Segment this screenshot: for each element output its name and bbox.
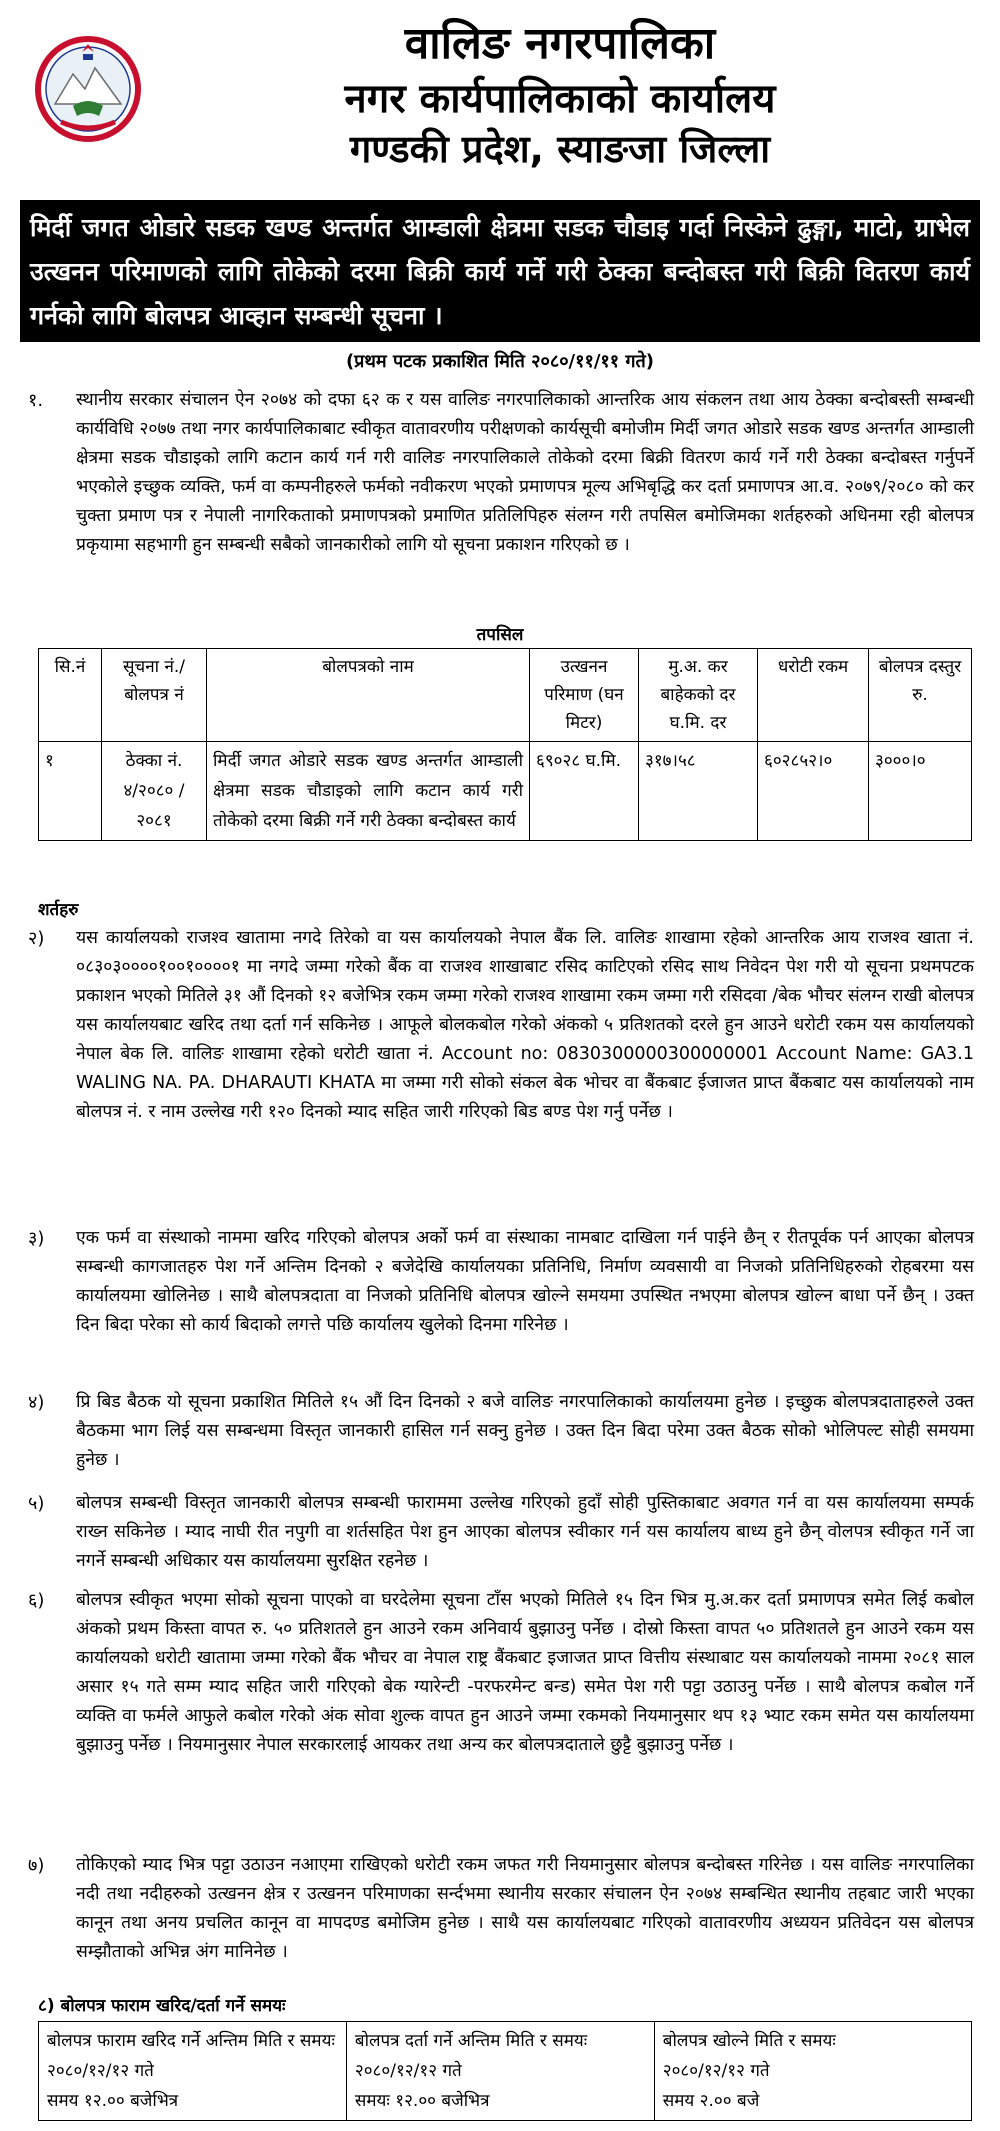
clause-number-7: ७): [28, 1855, 45, 1876]
table-cell: ६०२८५२।०: [758, 742, 869, 841]
clause-3-text: एक फर्म वा संस्थाको नाममा खरिद गरिएको बोलपत्र अर्को फर्म वा संस्थाका नामबाट दाखिला गर्न पाईने छैन् र रीतपूर्वक पर्न आएका बोलपत्र सम्बन्धी कागजातहरु पेश गर्ने अन्तिम दिनको २ बजेदेखि कार्यालयका प्रतिनिधि, निर्माण व्यवसायी वा निजको प्रतिनिधिहरुको रोहबरमा यस कार्यालयमा खोलिनेछ । साथै बोलपत्रदाता वा निजको प्रतिनिधि बोलपत्र खोल्ने समयमा उपस्थित नभएमा बोलपत्र खोल्न बाधा पर्ने छैन् । उक्त दिन बिदा परेका सो कार्य बिदाको लगत्ते पछि कार्यालय खुलेको दिनमा गरिनेछ ।: [76, 1228, 974, 1335]
table-row: [39, 2022, 972, 2121]
table-header: बोलपत्र दस्तुर रु.: [869, 649, 972, 742]
table-cell: ६९०२८ घ.मि.: [530, 742, 639, 841]
notice-banner: मिर्दी जगत ओडारे सडक खण्ड अन्तर्गत आम्डाली क्षेत्रमा सडक चौडाइ गर्दा निस्केने ढुङ्गा, माटो, ग्राभेल उत्खनन परिमाणको लागि तोकेको दरमा बिक्री कार्य गर्ने गरी ठेक्का बन्दोबस्त गरी बिक्री वितरण कार्य गर्नको लागि बोलपत्र आव्हान सम्बन्धी सूचना ।: [20, 200, 980, 342]
tapsil-heading: तपसिल: [476, 625, 524, 645]
municipality-title: वालिङ नगरपालिका: [404, 18, 716, 69]
clause-number-4: ४): [28, 1392, 45, 1413]
clause-5-text: बोलपत्र सम्बन्धी विस्तृत जानकारी बोलपत्र सम्बन्धी फाराममा उल्लेख गरिएको हुदाँ सोही पुस्तिकाबाट अवगत गर्न वा यस कार्यालयमा सम्पर्क राख्न सकिनेछ । म्याद नाघी रीत नपुगी वा शर्तसहित पेश हुन आएका बोलपत्र स्वीकार गर्न यस कार्यालय बाध्य हुने छैन् वोलपत्र स्वीकृत गर्ने जा नगर्ने सम्बन्धी अधिकार यस कार्यालयमा सुरक्षित रहनेछ ।: [76, 1493, 974, 1571]
clause-4-text: प्रि बिड बैठक यो सूचना प्रकाशित मितिले १५ औं दिन दिनको २ बजे वालिङ नगरपालिकाको कार्यालयमा हुनेछ । इच्छुक बोलपत्रदाताहरुले उक्त बैठकमा भाग लिई यस सम्बन्धमा विस्तृत जानकारी हासिल गर्न सक्नु हुनेछ । उक्त दिन बिदा परेमा उक्त बैठक सोको भोलिपल्ट सोही समयमा हुनेछ ।: [76, 1392, 974, 1470]
table-header: सूचना नं./ बोलपत्र नं: [102, 649, 207, 742]
table-cell: मिर्दी जगत ओडारे सडक खण्ड अन्तर्गत आम्डाली क्षेत्रमा सडक चौडाइको लागि कटान कार्य गरी तोकेको दरमा बिक्री गर्ने गरी ठेक्का बन्दोबस्त कार्य: [207, 742, 530, 841]
opening-date-label: बोलपत्र खोल्ने मिति र समयः: [662, 2031, 836, 2051]
table-header: बोलपत्रको नाम: [207, 649, 530, 742]
clause-number-2: २): [28, 928, 45, 949]
table-cell: ३०००।०: [869, 742, 972, 841]
table-header: उत्खनन परिमाण (घन मिटर): [530, 649, 639, 742]
table-cell: ठेक्का नं. ४/२०८० /२०८१: [102, 742, 207, 841]
purchase-deadline-label: बोलपत्र फाराम खरिद गर्ने अन्तिम मिति र समयः: [47, 2031, 335, 2051]
table-cell: ३१७।५८: [639, 742, 758, 841]
purchase-deadline-cell: [39, 2022, 347, 2121]
opening-date-time: समय २.०० बजे: [662, 2091, 760, 2111]
table-header: सि.नं: [39, 649, 102, 742]
province-district-title: गण्डकी प्रदेश, स्याङजा जिल्ला: [349, 126, 771, 171]
header: [0, 0, 1000, 198]
registration-deadline-label: बोलपत्र दर्ता गर्ने अन्तिम मिति र समयः: [354, 2031, 588, 2051]
published-date: (प्रथम पटक प्रकाशित मिति २०८०/११/११ गते): [345, 351, 655, 372]
table-header-row: [39, 649, 972, 742]
table-row: [39, 742, 972, 841]
schedule-table: [38, 2021, 972, 2121]
clause-number-6: ६): [28, 1590, 45, 1611]
opening-date-date: २०८०/१२/१२ गते: [662, 2061, 770, 2081]
clause-7-text: तोकिएको म्याद भित्र पट्टा उठाउन नआएमा राखिएको धरोटी रकम जफत गरी नियमानुसार बोलपत्र बन्दोबस्त गरिनेछ । यस वालिङ नगरपालिका नदी तथा नदीहरुको उत्खनन क्षेत्र र उत्खनन परिमाणका सर्न्दभमा स्थानीय सरकार संचालन ऐन २०७४ सम्बन्धित स्थानीय तहबाट जारी भएका कानून तथा अनय प्रचलित कानून वा मापदण्ड बमोजिम हुनेछ । साथै यस कार्यालयबाट गरिएको वातावरणीय अध्ययन प्रतिवेदन यस बोलपत्र सम्झौताको अभिन्न अंग मानिनेछ ।: [76, 1855, 974, 1962]
registration-deadline-date: २०८०/१२/१२ गते: [354, 2061, 462, 2081]
clause-number-1: १.: [28, 390, 44, 411]
schedule-heading: ८) बोलपत्र फाराम खरिद/दर्ता गर्ने समयः: [38, 1996, 286, 2016]
office-title: नगर कार्यपालिकाको कार्यालय: [344, 75, 776, 122]
office-titles: [150, 18, 970, 172]
table-header: मु.अ. कर बाहेकको दर घ.मि. दर: [639, 649, 758, 742]
tender-table: [38, 648, 972, 841]
table-header: धरोटी रकम: [758, 649, 869, 742]
opening-date-cell: [654, 2022, 971, 2121]
nepal-emblem-icon: [33, 34, 143, 144]
conditions-heading: शर्तहरु: [38, 900, 79, 920]
registration-deadline-cell: [346, 2022, 654, 2121]
purchase-deadline-time: समय १२.०० बजेभित्र: [47, 2091, 179, 2111]
clause-number-3: ३): [28, 1228, 45, 1249]
purchase-deadline-date: २०८०/१२/१२ गते: [47, 2061, 154, 2081]
registration-deadline-time: समयः १२.०० बजेभित्र: [354, 2091, 490, 2111]
clause-1-text: स्थानीय सरकार संचालन ऐन २०७४ को दफा ६२ क र यस वालिङ नगरपालिकाको आन्तरिक आय संकलन तथा आय ठेक्का बन्दोबस्ती सम्बन्धी कार्यविधि २०७७ तथा नगर कार्यपालिकाबाट स्वीकृत वातावरणीय परीक्षणको कार्यसूची बमोजीम मिर्दी जगत ओडारे सडक खण्ड अन्तर्गत आम्डाली क्षेत्रमा सडक चौडाइको लागि कटान कार्य गर्न गरी वालिङ नगरपालिकाले तोकेको दरमा बिक्री वितरण कार्य गर्ने गरी ठेक्का बन्दोबस्त गर्नुपर्ने भएकोले इच्छुक व्यक्ति, फर्म वा कम्पनीहरुले फर्मको नवीकरण भएको प्रमाणपत्र मूल्य अभिबृद्धि कर दर्ता प्रमाणपत्र आ.व. २०७९/२०८० को कर चुक्ता प्रमाण पत्र र नेपाली नागरिकताको प्रमाणपत्रको प्रमाणित प्रतिलिपिहरु संलग्न गरी तपसिल बमोजिमका शर्तहरुको अधिनमा रही बोलपत्र प्रकृयामा सहभागी हुन सम्बन्धी सबैको जानकारीको लागि यो सूचना प्रकाशन गरिएको छ ।: [76, 390, 974, 555]
table-cell: १: [39, 742, 102, 841]
clause-6-text: बोलपत्र स्वीकृत भएमा सोको सूचना पाएको वा घरदेलेमा सूचना टाँस भएको मितिले १५ दिन भित्र मु.अ.कर दर्ता प्रमाणपत्र समेत लिई कबोल अंकको प्रथम किस्ता वापत रु. ५० प्रतिशतले हुन आउने रकम अनिवार्य बुझाउनु पर्नेछ । दोस्रो किस्ता वापत ५० प्रतिशतले हुन आउने रकम यस कार्यालयको धरोटी खातामा जम्मा गरेको बैंक भौचर वा नेपाल राष्ट्र बैंकबाट इजाजत प्राप्त वित्तीय संस्थाबाट यस कार्यालयको नाममा २०८१ साल असार १५ गते सम्म म्याद सहित जारी गरिएको बेक ग्यारेन्टी -परफरमेन्ट बन्ड) समेत पेश गरी पट्टा उठाउनु पर्नेछ । साथै बोलपत्र कबोल गर्ने व्यक्ति वा फर्मले आफुले कबोल गरेको अंक सोवा शुल्क वापत हुन आउने जम्मा रकमको नियमानुसार थप १३ भ्याट रकम समेत यस कार्यालयमा बुझाउनु पर्नेछ । नियमानुसार नेपाल सरकारलाई आयकर तथा अन्य कर बोलपत्रदाताले छुट्टै बुझाउनु पर्नेछ ।: [76, 1590, 974, 1755]
clause-number-5: ५): [28, 1493, 45, 1514]
clause-2-text: यस कार्यालयको राजश्व खातामा नगदे तिरेको वा यस कार्यालयको नेपाल बैंक लि. वालिङ शाखामा रहेको आन्तरिक आय राजश्व खाता नं. ०८३०३००००१००१००००१ मा नगदे जम्मा गरेको बैंक वा राजश्व शाखाबाट रसिद काटिएको रसिद साथ निवेदन पेश गरी यो सूचना प्रथमपटक प्रकाशन भएको मितिले ३१ औं दिनको १२ बजेभित्र रकम जम्मा गरेको राजश्व शाखामा रकम जम्मा गरी रसिदवा /बेक भौचर संलग्न राखी बोलपत्र यस कार्यालयबाट खरिद तथा दर्ता गर्न सकिनेछ । आफूले बोलकबोल गरेको अंकको ५ प्रतिशतको दरले हुन आउने धरोटी रकम यस कार्यालयको नेपाल बेक लि. वालिङ शाखामा रहेको धरोटी खाता नं. Account no: 0830300000300000001 Account Name: GA3.1 WALING NA. PA. DHARAUTI KHATA मा जम्मा गरी सोको संकल बेक भोचर वा बैंकबाट ईजाजत प्राप्त बैंकबाट यस कार्यालयको नाम बोलपत्र नं. र नाम उल्लेख गरी १२० दिनको म्याद सहित जारी गरिएको बिड बण्ड पेश गर्नु पर्नेछ ।: [76, 928, 974, 1122]
